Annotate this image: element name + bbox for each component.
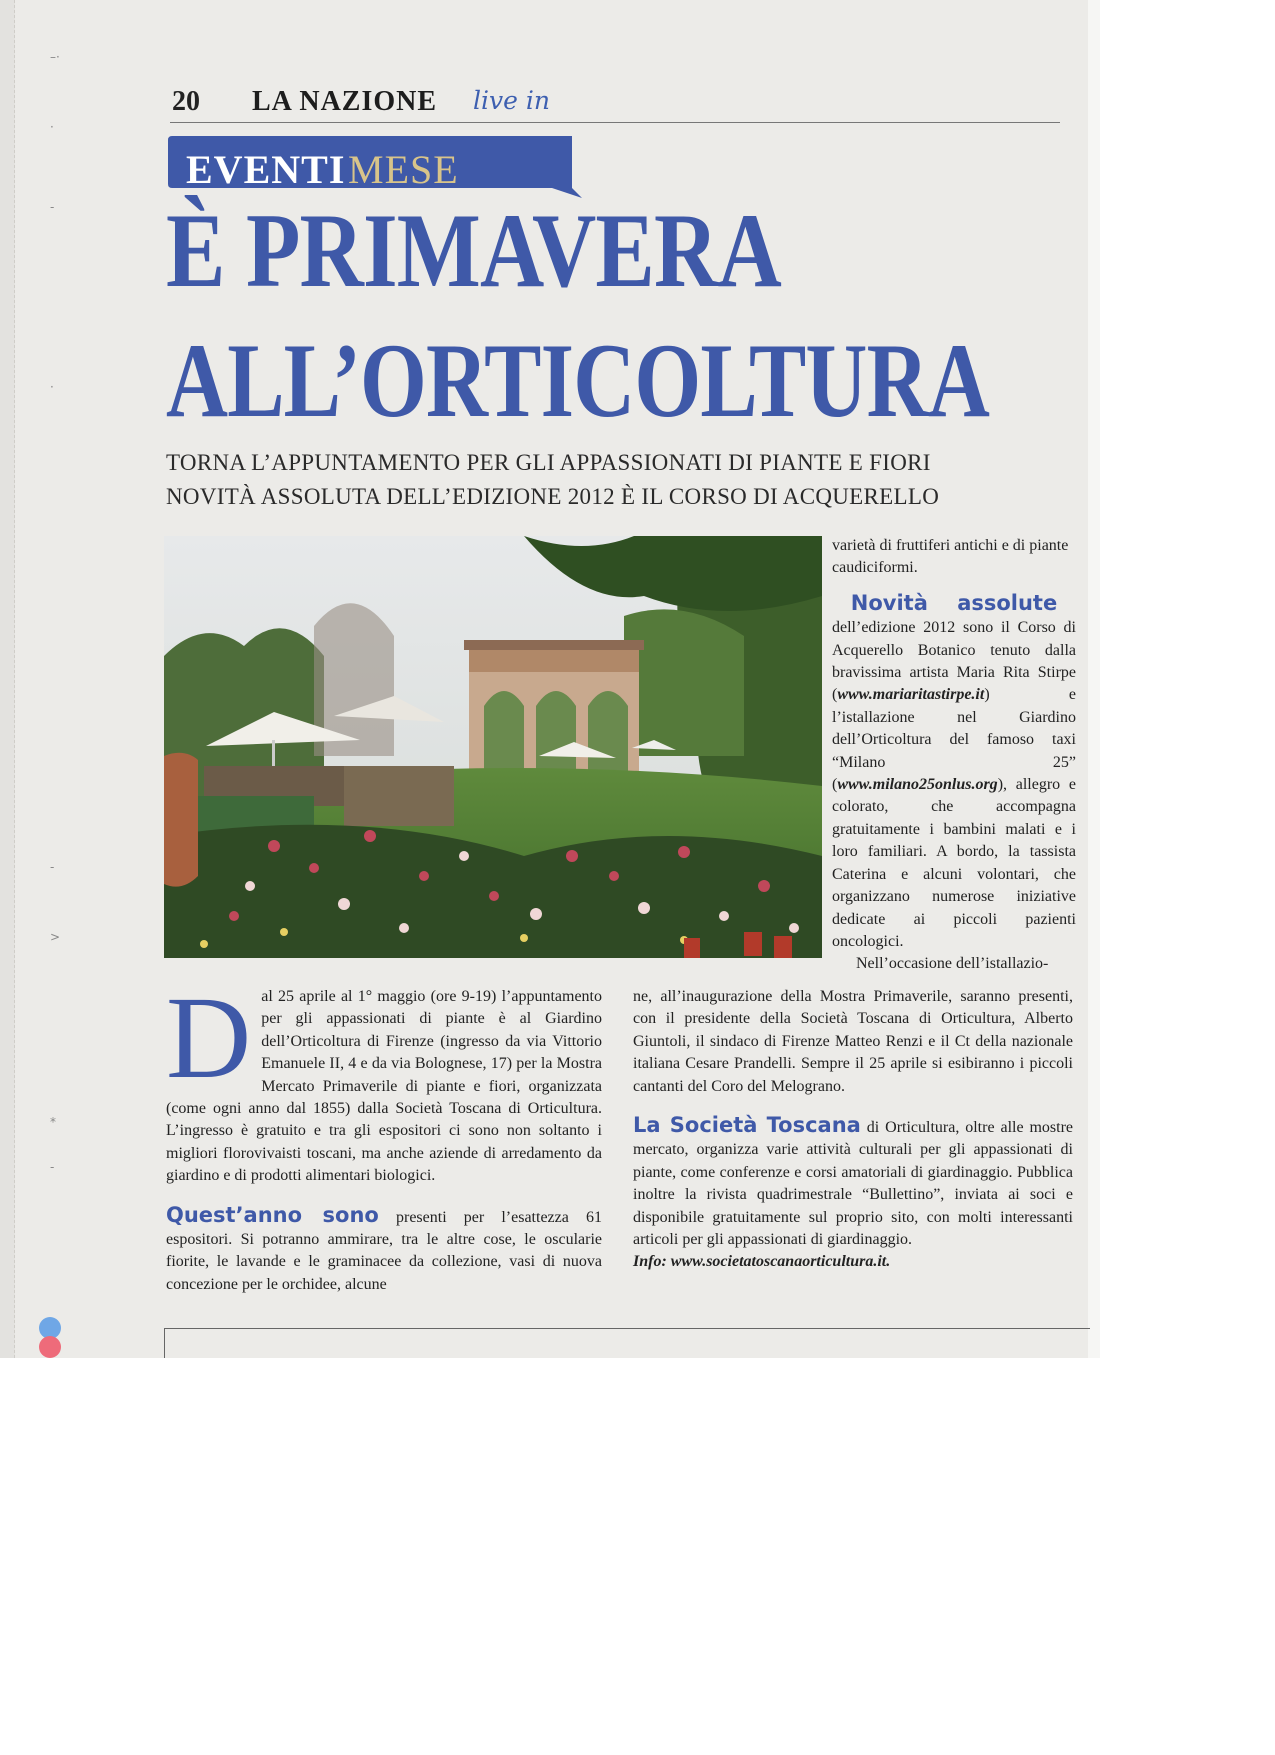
info-link[interactable]: Info: www.societatoscanaorticultura.it. — [633, 1253, 891, 1271]
running-head — [170, 86, 1060, 123]
headline-line-1: È PRIMAVERA — [166, 192, 781, 309]
column-left — [166, 972, 603, 1296]
binder-mark: - — [50, 860, 55, 874]
binder-mark: –· — [50, 50, 60, 64]
text-run: dell’edizione 2012 sono il Corso di Acquerello Botanico tenuto dalla bravissima artista Maria Rita Stirpe ( — [832, 619, 1076, 704]
deck-line-2: NOVITÀ ASSOLUTA DELL’EDIZIONE 2012 È IL CORSO DI ACQUERELLO — [166, 484, 940, 509]
page-edge — [1088, 0, 1100, 1358]
perforated-edge — [0, 0, 15, 1358]
subhead-societa-toscana: La Società Toscana — [633, 1113, 861, 1138]
text-run: ) e l’istallazione nel Giardino dell’Orticoltura del famoso taxi “Milano 25” ( — [832, 686, 1076, 794]
page-number: 20 — [172, 86, 200, 117]
column-middle — [633, 986, 1073, 1274]
headline-line-2: ALL’ORTICOLTURA — [166, 322, 990, 439]
paragraph — [832, 617, 1076, 953]
red-dot — [39, 1336, 61, 1358]
tag-mese: MESE — [348, 147, 459, 192]
newspaper-name: LA NAZIONE — [252, 86, 438, 117]
subhead-quest-anno: Quest’anno sono — [166, 1202, 379, 1227]
text-run: ), allegro e colorato, che accompagna gratuitamente i bambini malati e i loro familiari. A bordo, la tassista Caterina e alcuni volontari, che organizzano numerose iniziative dedicate ai piccoli pazienti oncologici. — [832, 776, 1076, 950]
drop-cap: D — [166, 972, 252, 1103]
deck-line-1: TORNA L’APPUNTAMENTO PER GLI APPASSIONATI DI PIANTE E FIORI — [166, 450, 931, 475]
bottom-rule-corner — [164, 1328, 165, 1358]
binder-mark: > — [50, 930, 61, 944]
link-mariaritastirpe[interactable]: www.mariaritastirpe.it — [837, 686, 985, 704]
paragraph: Nell’occasione dell’istallazio- — [856, 955, 1049, 973]
text-run: di Orticultura, oltre alle mostre mercato, organizza varie attività culturali per gli appassionati di piante, come conferenze e corsi amatoriali di giardinaggio. Pubblica inoltre la rivista quadrimestrale “Bullettino”, inviata ai soci e disponibile gratuitamente sul proprio sito, con molti interessanti articoli per gli appassionati di giardinaggio. — [633, 1119, 1074, 1249]
binder-mark: - — [50, 200, 55, 214]
tag-eventi: EVENTI — [186, 147, 346, 192]
binder-mark: · — [50, 380, 54, 394]
paragraph: ne, all’inaugurazione della Mostra Primaverile, saranno presenti, con il presidente della Società Toscana di Orticultura, Alberto Giuntoli, il sindaco di Firenze Matteo Renzi e il Ct della nazionale italiana Cesare Prandelli. Sempre il 25 aprile si esibiranno i piccoli cantanti del Coro del Melograno. — [633, 988, 1073, 1095]
paragraph: al 25 aprile al 1° maggio (ore 9-19) l’appuntamento per gli appassionati di piante è al Giardino dell’Orticoltura di Firenze (ingresso da via Vittorio Emanuele II, 4 e da via Bolognese, 17) per la Mostra Mercato Primaverile di piante e fiori, organizzata (come ogni anno dal 1855) dalla Società Toscana di Orticultura. L’ingresso è gratuito e tra gli espositori ci sono non soltanto i migliori florovivaisti toscani, ma anche aziende di arredamento da giardino e di prodotti alimentari biologici. — [166, 988, 602, 1185]
section-name: live in — [473, 86, 550, 115]
binder-mark: - — [50, 1160, 55, 1174]
garden-photo — [164, 536, 822, 958]
text-run: presenti per l’esattezza 61 espositori. Si potranno ammirare, tra le altre cose, le oscularie fiorite, le lavande e le graminacee da collezione, vasi di nuova concezione per le orchidee, alcune — [166, 1208, 603, 1293]
binder-mark: · — [50, 120, 54, 134]
paragraph — [633, 1114, 1073, 1251]
section-tag — [168, 136, 586, 198]
paragraph — [166, 1204, 602, 1297]
binder-mark: * — [50, 1115, 56, 1129]
column-right — [832, 535, 1076, 976]
info-line — [633, 1251, 1073, 1273]
link-milano25onlus[interactable]: www.milano25onlus.org — [837, 776, 998, 794]
subhead-novita — [832, 592, 1076, 617]
subhead-text: Novità assolute — [850, 590, 1058, 615]
garden-photo-icon — [164, 536, 822, 958]
paragraph: varietà di fruttiferi antichi e di piante caudiciformi. — [832, 537, 1069, 577]
bottom-rule — [164, 1328, 1090, 1329]
